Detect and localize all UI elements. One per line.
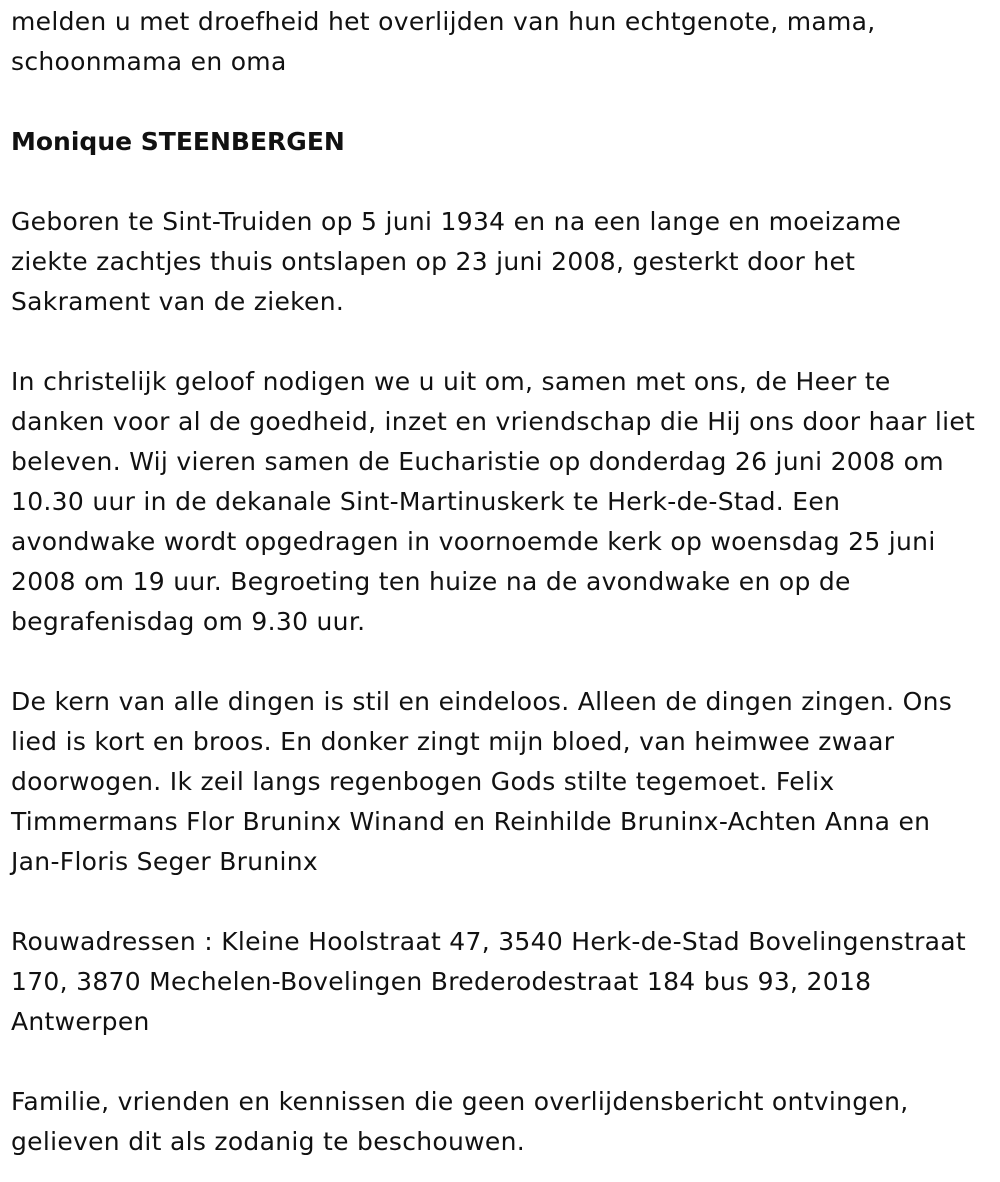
- birth-death-paragraph: Geboren te Sint-Truiden op 5 juni 1934 en na een lange en moeizame ziekte zachtjes thuis ontslapen op 23 juni 2008, gesterkt door het Sakrament van de zieken.: [11, 207, 902, 316]
- closing-paragraph: Familie, vrienden en kennissen die geen overlijdensbericht ontvingen, gelieven dit als zodanig te beschouwen.: [11, 1087, 909, 1156]
- addresses-paragraph: Rouwadressen : Kleine Hoolstraat 47, 3540 Herk-de-Stad Bovelingenstraat 170, 3870 Mechelen-Bovelingen Brederodestraat 184 bus 93, 2018 Antwerpen: [11, 927, 967, 1036]
- ceremony-paragraph: In christelijk geloof nodigen we u uit om, samen met ons, de Heer te danken voor al de goedheid, inzet en vriendschap die Hij ons door haar liet beleven. Wij vieren samen de Eucharistie op donderdag 26 juni 2008 om 10.30 uur in de dekanale Sint-Martinuskerk te Herk-de-Stad. Een avondwake wordt opgedragen in voornoemde kerk op woensdag 25 juni 2008 om 19 uur. Begroeting ten huize na de avondwake en op de begrafenisdag om 9.30 uur.: [11, 367, 976, 636]
- obituary-document: [11, 2, 986, 1162]
- intro-paragraph: melden u met droefheid het overlijden van hun echtgenote, mama, schoonmama en oma: [11, 7, 876, 76]
- quote-family-paragraph: De kern van alle dingen is stil en eindeloos. Alleen de dingen zingen. Ons lied is kort en broos. En donker zingt mijn bloed, van heimwee zwaar doorwogen. Ik zeil langs regenbogen Gods stilte tegemoet. Felix Timmermans Flor Bruninx Winand en Reinhilde Bruninx-Achten Anna en Jan-Floris Seger Bruninx: [11, 687, 953, 876]
- deceased-name: Monique STEENBERGEN: [11, 127, 345, 156]
